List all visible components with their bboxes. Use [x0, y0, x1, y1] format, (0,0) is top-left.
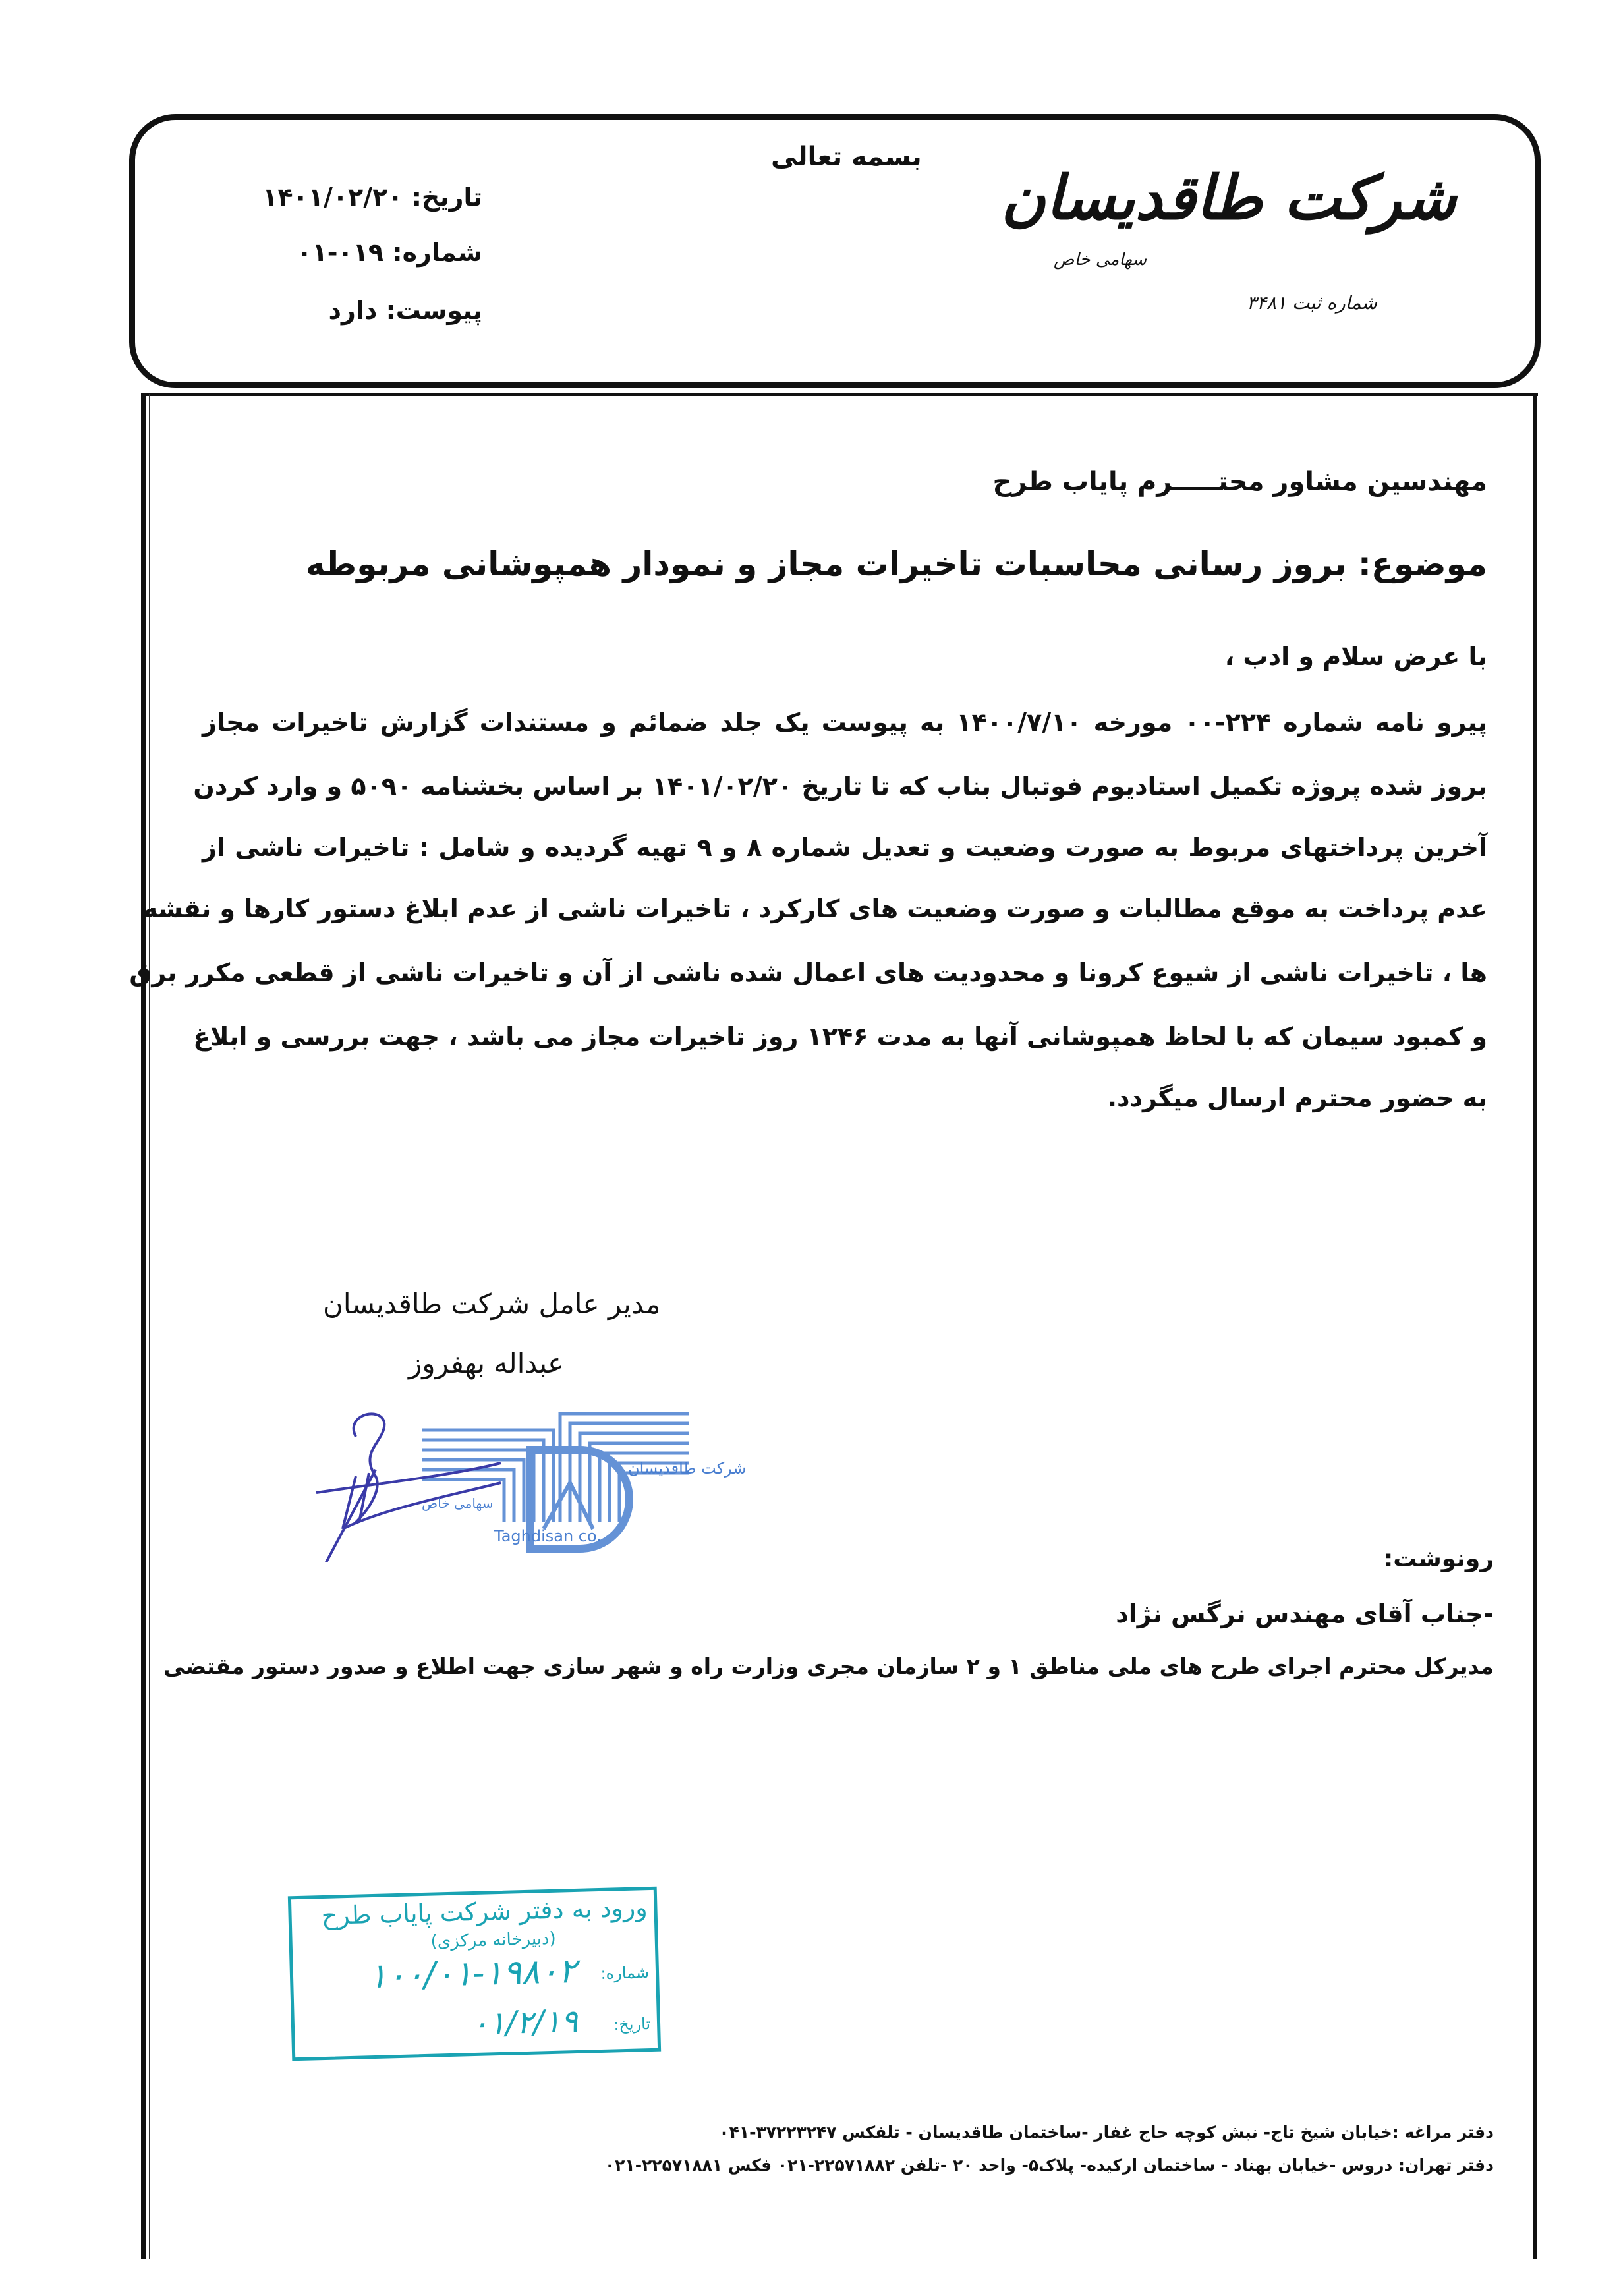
number-value: ۰۱۹-۰۱ [297, 238, 384, 267]
receipt-stamp-title: ورود به دفتر شرکت پایاب طرح [321, 1893, 648, 1931]
receipt-number-label: شماره: [600, 1963, 650, 1983]
number-field [297, 239, 482, 268]
signer-title: مدیر عامل شرکت طاقدیسان [323, 1288, 661, 1320]
invocation: بسمه تعالی [771, 142, 922, 172]
number-label: شماره: [392, 238, 482, 267]
attachment-label: پیوست: [385, 296, 482, 325]
receipt-stamp-subtitle: (دبیرخانه مرکزی) [430, 1928, 557, 1952]
company-logo-name: شرکت طاقدیسان [1001, 162, 1456, 233]
receipt-stamp [288, 1887, 661, 2061]
cc-line: مدیرکل محترم اجرای طرح های ملی مناطق ۱ و ۲ سازمان مجری وزارت راه و شهر سازی جهت اطلاع و صدور دستور مقتضی [163, 1653, 1494, 1679]
frame-border-top [141, 393, 1538, 396]
subject: موضوع: بروز رسانی محاسبات تاخیرات مجاز و نمودار همپوشانی مربوطه [305, 545, 1487, 583]
date-value: ۱۴۰۱/۰۲/۲۰ [262, 183, 403, 212]
recipient: مهندسین مشاور محتـــــرم پایاب طرح [992, 467, 1487, 497]
cc-line: -جناب آقای مهندس نرگس نژاد [1116, 1599, 1494, 1628]
company-seal-name: شرکت طاقدیسان [628, 1459, 747, 1478]
body-line: ها ، تاخیرات ناشی از شیوع کرونا و محدودیت های اعمال شده ناشی از آن و تاخیرات ناشی از قطعی مکرر برق [129, 958, 1487, 987]
attachment-value: دارد [328, 296, 378, 325]
body-line: به حضور محترم ارسال میگردد. [1107, 1083, 1487, 1112]
footer-address-maragheh: دفتر مراغه :خیابان شیخ تاج- نبش کوچه حاج غفار -ساختمان طاقدیسان - تلفکس ۳۷۲۲۳۲۴۷-۰۴۱ [719, 2123, 1494, 2142]
signer-name: عبداله بهفروز [409, 1347, 565, 1379]
body-line: و کمبود سیمان که با لحاظ همپوشانی آنها به مدت ۱۲۴۶ روز تاخیرات مجاز می باشد ، جهت بررسی و ابلاغ [193, 1022, 1487, 1051]
receipt-number-value: ۱۰۰/۰۱-۱۹۸۰۲ [368, 1951, 577, 1997]
frame-border-right [1533, 394, 1537, 2259]
body-line: بروز شده پروژه تکمیل استادیوم فوتبال بناب که تا تاریخ ۱۴۰۱/۰۲/۲۰ بر اساس بخشنامه ۵۰۹۰ و وارد کردن [193, 772, 1487, 801]
receipt-date-label: تاریخ: [613, 2015, 651, 2034]
attachment-field [328, 297, 482, 326]
body-line: عدم پرداخت به موقع مطالبات و صورت وضعیت های کارکرد ، تاخیرات ناشی از عدم ابلاغ دستور کارها و نقشه [142, 894, 1487, 923]
company-seal [303, 1397, 747, 1562]
company-seal-latin: Taghdisan co. [494, 1527, 602, 1545]
company-registration: شماره ثبت ۳۴۸۱ [1246, 292, 1377, 314]
cc-label: رونوشت: [1383, 1545, 1494, 1572]
body-line: آخرین پرداختهای مربوط به صورت وضعیت و تعدیل شماره ۸ و ۹ تهیه گردیده و شامل : تاخیرات ناشی از [202, 833, 1487, 862]
company-seal-type: سهامی خاص [422, 1495, 494, 1511]
receipt-date-value: ۰۱/۲/۱۹ [471, 2002, 579, 2043]
frame-border-left-inner [149, 394, 150, 2259]
greeting: با عرض سلام و ادب ، [1224, 642, 1487, 671]
frame-border-left [141, 394, 146, 2259]
company-logo-type: سهامی خاص [1054, 250, 1147, 270]
body-line: پیرو نامه شماره ۲۲۴-۰۰ مورخه ۱۴۰۰/۷/۱۰ به پیوست یک جلد ضمائم و مستندات گزارش تاخیرات مجاز [202, 708, 1487, 737]
footer-address-tehran: دفتر تهران: دروس -خیابان بهناد - ساختمان ارکیده- پلاک۵- واحد ۲۰ -تلفن ۲۲۵۷۱۸۸۲-۰۲۱ فکس ۲۲۵۷۱۸۸۱-۰۲۱ [604, 2156, 1494, 2175]
date-field [262, 183, 482, 212]
company-logo [955, 158, 1456, 356]
date-label: تاریخ: [411, 183, 482, 212]
